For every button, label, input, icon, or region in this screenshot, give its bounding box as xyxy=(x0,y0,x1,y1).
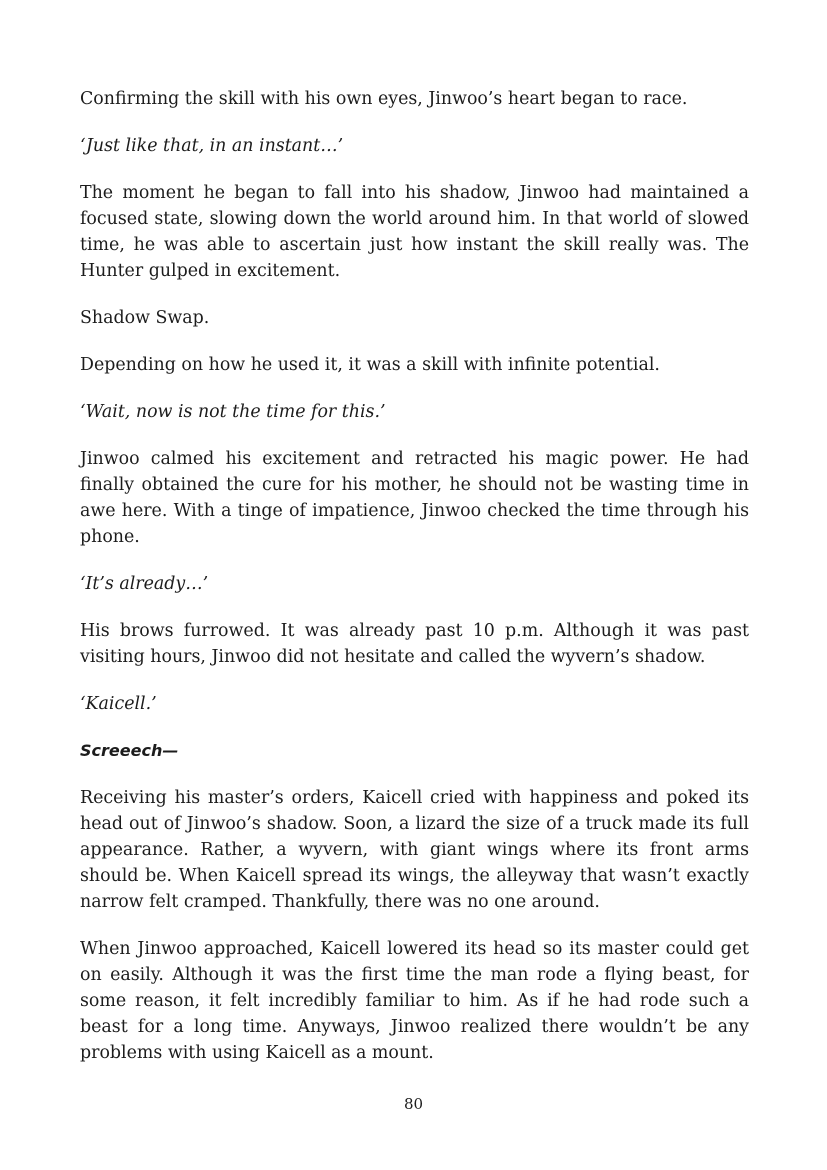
inner-thought: ‘Just like that, in an instant…’ xyxy=(80,136,344,156)
paragraph: Depending on how he used it, it was a skill with infinite potential. xyxy=(80,355,660,375)
page-number: 80 xyxy=(403,1095,424,1113)
paragraph: When Jinwoo approached, Kaicell lowered its head so its master could get on easily. Although it was the first time the man rode a flying beast, for some reason, it felt incredibly familiar to him. As if he had rode such a beast for a long time. Anyways, Jinwoo realized there wouldn’t be any problems with using Kaicell as a mount. xyxy=(80,939,749,1063)
paragraph: The moment he began to fall into his shadow, Jinwoo had maintained a focused state, slowing down the world around him. In that world of slowed time, he was able to ascertain just how instant the skill really was. The Hunter gulped in excitement. xyxy=(80,183,749,281)
paragraph: Receiving his master’s orders, Kaicell cried with happiness and poked its head out of Jinwoo’s shadow. Soon, a lizard the size of a truck made its full appearance. Rather, a wyvern, with giant wings where its front arms should be. When Kaicell spread its wings, the alleyway that wasn’t exactly narrow felt cramped. Thankfully, there was no one around. xyxy=(80,788,749,912)
page-body xyxy=(80,86,749,1087)
paragraph: Shadow Swap. xyxy=(80,308,210,328)
inner-thought: ‘Kaicell.’ xyxy=(80,694,157,714)
inner-thought: ‘It’s already…’ xyxy=(80,574,209,594)
paragraph: Jinwoo calmed his excitement and retracted his magic power. He had finally obtained the cure for his mother, he should not be wasting time in awe here. With a tinge of impatience, Jinwoo checked the time through his phone. xyxy=(80,449,749,547)
paragraph: His brows furrowed. It was already past 10 p.m. Although it was past visiting hours, Jinwoo did not hesitate and called the wyvern’s shadow. xyxy=(80,621,749,667)
sound-effect: Screeech— xyxy=(80,741,179,760)
inner-thought: ‘Wait, now is not the time for this.’ xyxy=(80,402,386,422)
paragraph: Confirming the skill with his own eyes, Jinwoo’s heart began to race. xyxy=(80,89,688,109)
